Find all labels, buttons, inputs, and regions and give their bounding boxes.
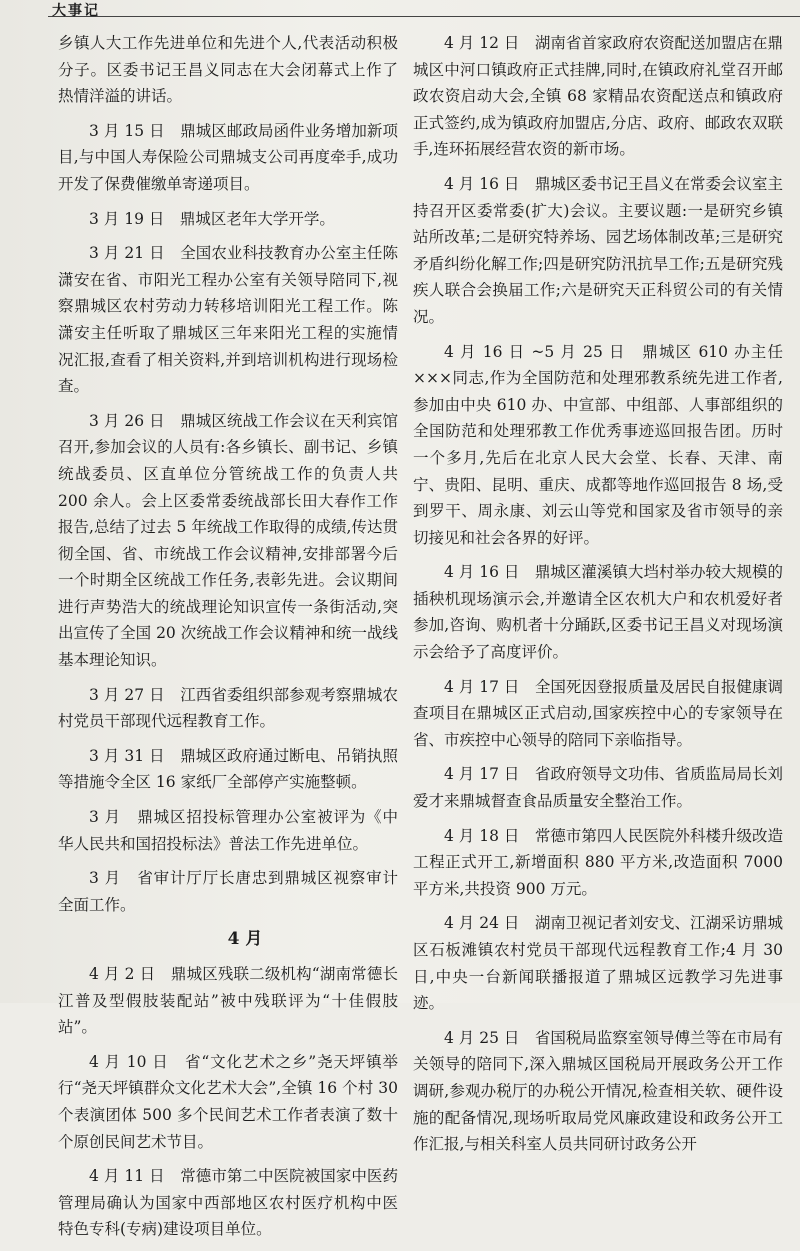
chronicle-entry: 4 月 16 日 ~5 月 25 日 鼎城区 610 办主任×××同志,作为全国防范和处理邪教系统先进工作者,参加由中央 610 办、中宣部、中组部、人事部组织的全国防范和处理邪教工作优秀事迹巡回报告团。历时一个多月,先后在北京人民大会堂、长春、天津、南宁、贵阳、昆明、重庆、成都等地作巡回报告 8 场,受到罗干、周永康、刘云山等党和国家及省市领导的亲切接见和社会各界的好评。	[413, 342, 783, 547]
month-heading: 4 月	[227, 929, 263, 950]
chronicle-entry: 3 月 31 日 鼎城区政府通过断电、吊销执照等措施令全区 16 家纸厂全部停产实施整顿。	[58, 746, 398, 792]
chronicle-entry: 4 月 17 日 省政府领导文功伟、省质监局局长刘爱才来鼎城督查食品质量安全整治工作。	[413, 765, 783, 811]
chronicle-entry: 3 月 21 日 全国农业科技教育办公室主任陈潇安在省、市阳光工程办公室有关领导陪同下,视察鼎城区农村劳动力转移培训阳光工程工作。陈潇安主任听取了鼎城区三年来阳光工程的实施情况汇报,查看了相关资料,并到培训机构进行现场检查。	[58, 244, 398, 396]
chronicle-entry: 3 月 省审计厅厅长唐忠到鼎城区视察审计全面工作。	[58, 869, 398, 914]
chronicle-entry: 4 月 24 日 湖南卫视记者刘安戈、江湖采访鼎城区石板滩镇农村党员干部现代远程教育工作;4 月 30 日,中央一台新闻联播报道了鼎城区远教学习先进事迹。	[413, 914, 783, 1013]
chronicle-entry: 4 月 10 日 省“文化艺术之乡”尧天坪镇举行“尧天坪镇群众文化艺术大会”,全镇 16 个村 30 个表演团体 500 多个民间艺术工作者表演了数十个原创民间艺术节目。	[58, 1052, 398, 1151]
right-column	[413, 30, 783, 1166]
chronicle-entry: 3 月 27 日 江西省委组织部参观考察鼎城农村党员干部现代远程教育工作。	[58, 685, 398, 731]
left-column	[58, 30, 398, 1251]
chronicle-entry: 4 月 16 日 鼎城区委书记王昌义在常委会议室主持召开区委常委(扩大)会议。主要议题:一是研究乡镇站所改革;二是研究特养场、园艺场体制改革;三是研究矛盾纠纷化解工作;四是研究防汛抗旱工作;五是研究残疾人联合会换届工作;六是研究天正科贸公司的有关情况。	[413, 174, 783, 326]
chronicle-entry: 4 月 17 日 全国死因登报质量及居民自报健康调查项目在鼎城区正式启动,国家疾控中心的专家领导在省、市疾控中心领导的陪同下亲临指导。	[413, 677, 783, 749]
chronicle-entry: 4 月 12 日 湖南省首家政府农资配送加盟店在鼎城区中河口镇政府正式挂牌,同时,在镇政府礼堂召开邮政农资启动大会,全镇 68 家精品农资配送点和镇政府正式签约,成为镇政府加盟店,分店、政府、邮政农双联手,连环拓展经营农资的新市场。	[413, 34, 783, 159]
chronicle-entry: 4 月 25 日 省国税局监察室领导傅兰等在市局有关领导的陪同下,深入鼎城区国税局开展政务公开工作调研,参观办税厅的办税公开情况,检查相关软、硬件设施的配备情况,现场听取局党风廉政建设和政务公开工作汇报,与相关科室人员共同研讨政务公开	[413, 1028, 783, 1154]
chronicle-entry: 3 月 26 日 鼎城区统战工作会议在天利宾馆召开,参加会议的人员有:各乡镇长、副书记、乡镇统战委员、区直单位分管统战工作的负责人共 200 余人。会上区委常委统战部长田大春作工作报告,总结了过去 5 年统战工作取得的成绩,传达贯彻全国、省、市统战工作会议精神,安排部署今后一个时期全区统战工作任务,表彰先进。会议期间进行声势浩大的统战理论知识宣传一条街活动,突出宣传了全国 20 次统战工作会议精神和统一战线基本理论知识。	[58, 411, 398, 670]
chronicle-entry: 4 月 2 日 鼎城区残联二级机构“湖南常德长江普及型假肢装配站”被中残联评为“十佳假肢站”。	[58, 965, 398, 1037]
chronicle-entry: 4 月 11 日 常德市第二中医院被国家中医药管理局确认为国家中西部地区农村医疗机构中医特色专科(专病)建设项目单位。	[58, 1167, 398, 1239]
chronicle-entry: 3 月 鼎城区招投标管理办公室被评为《中华人民共和国招投标法》普法工作先进单位。	[58, 808, 398, 853]
header-rule	[48, 0, 800, 17]
chronicle-entry: 4 月 16 日 鼎城区灌溪镇大垱村举办较大规模的插秧机现场演示会,并邀请全区农机大户和农机爱好者参加,咨询、购机者十分踊跃,区委书记王昌义对现场演示会给予了高度评价。	[413, 563, 783, 662]
chronicle-entry: 4 月 18 日 常德市第四人民医院外科楼升级改造工程正式开工,新增面积 880 平方米,改造面积 7000 平方米,共投资 900 万元。	[413, 826, 783, 898]
chronicle-entry: 3 月 19 日 鼎城区老年大学开学。	[89, 209, 335, 228]
chronicle-entry: 3 月 15 日 鼎城区邮政局函件业务增加新项目,与中国人寿保险公司鼎城支公司再度牵手,成功开发了保费催缴单寄递项目。	[58, 121, 398, 193]
running-header: 大事记	[52, 3, 100, 19]
entry-continuation: 乡镇人大工作先进单位和先进个人,代表活动积极分子。区委书记王昌义同志在大会闭幕式上作了热情洋溢的讲话。	[58, 34, 398, 106]
